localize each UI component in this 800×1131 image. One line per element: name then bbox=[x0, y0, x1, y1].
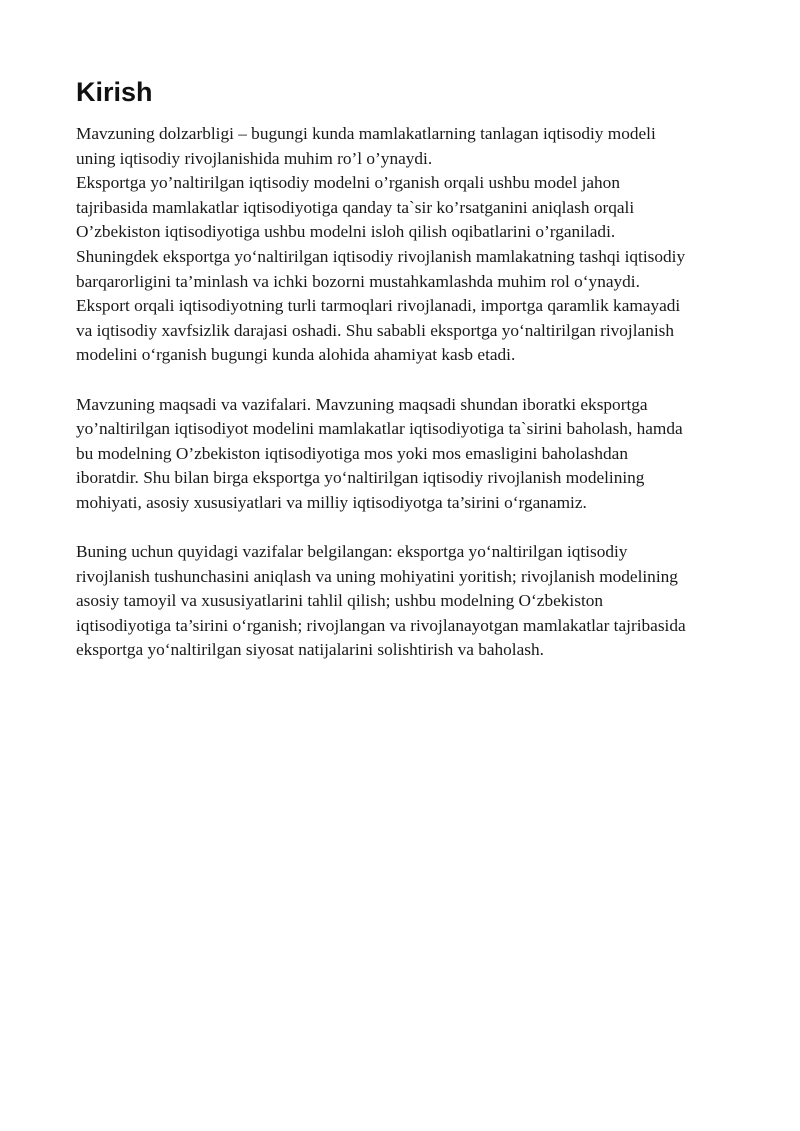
paragraph-goals bbox=[76, 393, 748, 516]
text-line: Mavzuning maqsadi va vazifalari. Mavzuning maqsadi shundan iboratki eksportga bbox=[76, 394, 648, 414]
paragraph-tasks bbox=[76, 540, 748, 663]
text-line: eksportga yo‘naltirilgan siyosat natijalarini solishtirish va baholash. bbox=[76, 640, 544, 660]
paragraph-spacer bbox=[76, 516, 748, 541]
text-line: Eksport orqali iqtisodiyotning turli tarmoqlari rivojlanadi, importga qaramlik kamayadi bbox=[76, 296, 681, 316]
paragraph-relevance bbox=[76, 122, 748, 368]
text-line: uning iqtisodiy rivojlanishida muhim ro’l o’ynaydi. bbox=[76, 148, 433, 168]
text-line: rivojlanish tushunchasini aniqlash va uning mohiyatini yoritish; rivojlanish modelining bbox=[76, 566, 678, 586]
text-line: Shuningdek eksportga yo‘naltirilgan iqtisodiy rivojlanish mamlakatning tashqi iqtisodiy bbox=[76, 246, 686, 266]
text-line: mohiyati, asosiy xususiyatlari va milliy iqtisodiyotga ta’sirini o‘rganamiz. bbox=[76, 492, 587, 512]
text-line: asosiy tamoyil va xususiyatlarini tahlil qilish; ushbu modelning O‘zbekiston bbox=[76, 591, 604, 611]
document-body bbox=[76, 76, 748, 663]
text-line: O’zbekiston iqtisodiyotiga ushbu modelni isloh qilish oqibatlarini o’rganiladi. bbox=[76, 222, 616, 242]
paragraph-spacer bbox=[76, 368, 748, 393]
text-line: yo’naltirilgan iqtisodiyot modelini mamlakatlar iqtisodiyotiga ta`sirini baholash, hamda bbox=[76, 419, 683, 439]
text-line: bu modelning O’zbekiston iqtisodiyotiga mos yoki mos emasligini baholashdan bbox=[76, 443, 628, 463]
text-line: iqtisodiyotiga ta’sirini o‘rganish; rivojlangan va rivojlanayotgan mamlakatlar tajribasida bbox=[76, 615, 686, 635]
text-line: va iqtisodiy xavfsizlik darajasi oshadi. Shu sababli eksportga yo‘naltirilgan rivojlanish bbox=[76, 320, 675, 340]
text-line: iboratdir. Shu bilan birga eksportga yo‘naltirilgan iqtisodiy rivojlanish modelining bbox=[76, 468, 645, 488]
text-line: Mavzuning dolzarbligi – bugungi kunda mamlakatlarning tanlagan iqtisodiy modeli bbox=[76, 124, 656, 143]
text-line: Eksportga yo’naltirilgan iqtisodiy modelni o’rganish orqali ushbu model jahon bbox=[76, 173, 620, 193]
text-line: modelini o‘rganish bugungi kunda alohida ahamiyat kasb etadi. bbox=[76, 345, 516, 365]
text-line: barqarorligini ta’minlash va ichki bozorni mustahkamlashda muhim rol o‘ynaydi. bbox=[76, 271, 640, 291]
section-heading: Kirish bbox=[76, 77, 153, 107]
text-line: tajribasida mamlakatlar iqtisodiyotiga qanday ta`sir ko’rsatganini aniqlash orqali bbox=[76, 197, 635, 217]
text-line: Buning uchun quyidagi vazifalar belgilangan: eksportga yo‘naltirilgan iqtisodiy bbox=[76, 542, 628, 562]
